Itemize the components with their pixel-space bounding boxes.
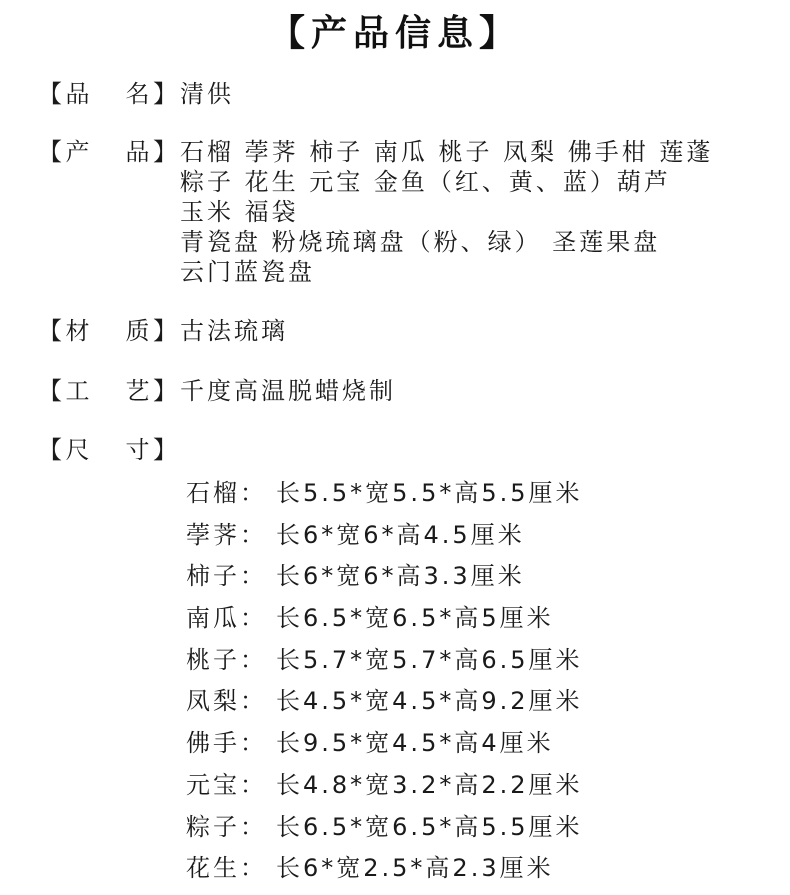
- label-char-1: 工: [65, 377, 91, 405]
- size-item: [186, 686, 583, 728]
- bracket-left: 【: [38, 138, 63, 166]
- size-item-name: 粽子：: [186, 812, 267, 841]
- size-item-spec: 长4.8*宽3.2*高2.2厘米: [276, 770, 583, 799]
- size-item-name: 元宝：: [186, 770, 267, 799]
- field-craft-label: [38, 376, 178, 406]
- bracket-right: 】: [153, 138, 178, 166]
- size-item: [186, 812, 583, 854]
- products-line: 玉米 福袋: [180, 198, 299, 226]
- size-item-spec: 长4.5*宽4.5*高9.2厘米: [276, 687, 583, 716]
- size-item-spec: 长9.5*宽4.5*高4厘米: [276, 729, 554, 758]
- bracket-right: 】: [153, 377, 178, 405]
- size-item: [186, 520, 583, 562]
- size-item: [186, 645, 583, 687]
- size-item-name: 荸荠：: [186, 520, 267, 549]
- label-char-1: 品: [65, 80, 91, 108]
- label-char-2: 品: [125, 138, 151, 166]
- field-material-label: [38, 316, 178, 346]
- field-name-label: [38, 79, 178, 109]
- size-item-name: 凤梨：: [186, 687, 267, 716]
- size-item-spec: 长6*宽6*高3.3厘米: [276, 562, 525, 591]
- label-char-2: 名: [125, 80, 151, 108]
- size-item-spec: 长5.5*宽5.5*高5.5厘米: [276, 479, 583, 507]
- size-item-name: 佛手：: [186, 729, 267, 758]
- size-item-name: 花生：: [186, 854, 267, 883]
- size-item: [186, 728, 583, 770]
- field-material-value: 古法琉璃: [180, 317, 288, 345]
- field-size-label: [38, 435, 178, 465]
- size-item-spec: 长6.5*宽6.5*高5.5厘米: [276, 812, 583, 841]
- field-name-value: 清供: [180, 80, 234, 108]
- products-line: 粽子 花生 元宝 金鱼（红、黄、蓝）葫芦: [180, 168, 671, 196]
- label-char-2: 寸: [125, 436, 151, 464]
- label-char-2: 质: [125, 317, 151, 345]
- size-item: [186, 561, 583, 603]
- size-item-spec: 长6*宽6*高4.5厘米: [276, 520, 525, 549]
- size-item-name: 南瓜：: [186, 604, 267, 633]
- size-item: [186, 603, 583, 645]
- bracket-left: 【: [38, 80, 63, 108]
- size-item: [186, 478, 583, 520]
- products-line: 青瓷盘 粉烧琉璃盘（粉、绿） 圣莲果盘: [180, 228, 661, 256]
- page-title: 【产品信息】: [268, 13, 521, 54]
- bracket-right: 】: [153, 436, 178, 464]
- size-item: [186, 853, 583, 895]
- size-item-name: 桃子：: [186, 645, 267, 674]
- bracket-left: 【: [38, 436, 63, 464]
- size-item-spec: 长6.5*宽6.5*高5厘米: [276, 604, 554, 633]
- size-list: [186, 478, 583, 895]
- size-item-name: 石榴：: [186, 479, 267, 507]
- size-item-spec: 长6*宽2.5*高2.3厘米: [276, 854, 554, 883]
- label-char-1: 材: [65, 317, 91, 345]
- field-craft-value: 千度高温脱蜡烧制: [180, 377, 396, 405]
- field-products-label: [38, 137, 178, 167]
- products-line: 石榴 荸荠 柿子 南瓜 桃子 凤梨 佛手柑 莲蓬: [180, 138, 714, 166]
- size-item: [186, 770, 583, 812]
- label-char-1: 尺: [65, 436, 91, 464]
- size-item-name: 柿子：: [186, 562, 267, 591]
- field-products-value: [180, 137, 713, 287]
- label-char-1: 产: [65, 138, 91, 166]
- bracket-left: 【: [38, 317, 63, 345]
- label-char-2: 艺: [125, 377, 151, 405]
- products-line: 云门蓝瓷盘: [180, 258, 315, 286]
- size-item-spec: 长5.7*宽5.7*高6.5厘米: [276, 645, 583, 674]
- bracket-right: 】: [153, 317, 178, 345]
- bracket-left: 【: [38, 377, 63, 405]
- bracket-right: 】: [153, 80, 178, 108]
